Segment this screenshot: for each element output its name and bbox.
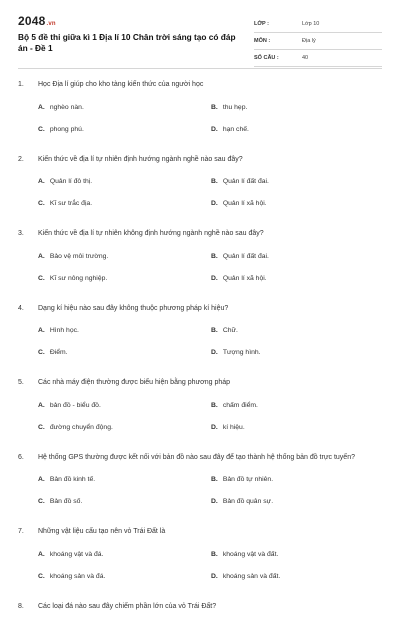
answer-options (38, 544, 382, 588)
option-letter: B. (211, 550, 218, 558)
question-heading (18, 527, 382, 538)
option-letter: D. (211, 274, 218, 282)
meta-row (254, 16, 382, 33)
answer-option[interactable] (211, 200, 376, 207)
question-number: 6. (18, 453, 24, 461)
answer-options (38, 469, 382, 513)
option-text: nghèo nàn. (49, 103, 84, 111)
question-number: 5. (18, 379, 24, 386)
page-title: Bộ 5 đề thi giữa kì 1 Địa lí 10 Chân trời sáng tạo có đáp án - Đề 1 (18, 32, 236, 53)
question-text: Hệ thống GPS thường được kết nối với bản đồ nào sau đây để tạo thành hệ thống bản đồ trực tuyến? (38, 453, 355, 461)
option-letter: C. (38, 125, 45, 133)
logo-text: 2048 (18, 14, 46, 28)
header-divider (18, 68, 382, 69)
meta-value: Lớp 10 (302, 21, 320, 27)
question-text: Dạng kí hiệu nào sau đây không thuộc phương pháp kí hiệu? (38, 304, 229, 312)
meta-label: MÔN : (254, 38, 271, 44)
question-heading (18, 453, 382, 464)
answer-option[interactable] (211, 402, 376, 409)
option-letter: D. (211, 423, 218, 431)
option-letter: B. (211, 401, 218, 409)
answer-option[interactable] (38, 327, 203, 334)
option-text: Kĩ sư trắc địa. (49, 200, 93, 207)
answer-option[interactable] (211, 126, 376, 133)
question-number: 8. (18, 602, 24, 610)
answer-option[interactable] (38, 498, 203, 505)
answer-option[interactable] (211, 178, 376, 185)
answer-option[interactable] (211, 573, 376, 580)
option-letter: B. (211, 327, 218, 334)
answer-options (38, 246, 382, 290)
exam-meta (254, 16, 382, 67)
option-letter: D. (211, 349, 218, 356)
option-text: khoáng vật và đá. (49, 550, 104, 558)
question-heading (18, 155, 382, 166)
answer-option[interactable] (38, 104, 203, 111)
answer-option[interactable] (38, 178, 203, 185)
option-text: khoáng sản và đất. (222, 572, 281, 580)
answer-option[interactable] (38, 424, 203, 431)
option-letter: A. (38, 327, 45, 334)
option-text: Kĩ sư nông nghiệp. (49, 274, 108, 282)
answer-option[interactable] (38, 551, 203, 558)
meta-value: 40 (302, 55, 309, 61)
option-letter: A. (38, 178, 45, 185)
answer-options (38, 171, 382, 215)
answer-option[interactable] (211, 498, 376, 505)
question-number: 3. (18, 230, 24, 237)
option-text: Quản lí đất đai. (222, 252, 269, 260)
answer-option[interactable] (38, 200, 203, 207)
option-letter: B. (211, 178, 218, 185)
question-number: 2. (18, 155, 24, 163)
answer-option[interactable] (211, 424, 376, 431)
logo-suffix: .vn (46, 21, 56, 27)
question-number: 1. (18, 81, 24, 88)
answer-option[interactable] (38, 126, 203, 133)
question-text: Những vật liệu cấu tạo nên vỏ Trái Đất là (38, 528, 166, 535)
option-text: đường chuyển động. (49, 423, 113, 431)
option-letter: B. (211, 476, 218, 483)
answer-options (38, 97, 382, 141)
option-letter: C. (38, 274, 45, 282)
option-letter: A. (38, 252, 45, 260)
meta-row (254, 33, 382, 50)
option-letter: A. (38, 103, 45, 111)
question-item (18, 602, 382, 613)
option-letter: B. (211, 103, 218, 111)
option-text: Quản lí đô thị. (49, 178, 93, 185)
question-heading (18, 304, 382, 315)
option-text: Quản lí xã hội. (222, 274, 267, 282)
question-text: Kiến thức về địa lí tự nhiên không định hướng ngành nghề nào sau đây? (38, 230, 264, 237)
option-text: Quản lí xã hội. (222, 200, 267, 207)
option-text: Bản đồ quân sự. (222, 498, 274, 505)
option-text: Bản đồ tự nhiên. (222, 476, 274, 483)
answer-option[interactable] (211, 476, 376, 483)
option-letter: C. (38, 572, 45, 580)
option-letter: C. (38, 349, 45, 356)
option-letter: C. (38, 498, 45, 505)
option-letter: D. (211, 572, 218, 580)
option-text: kí hiệu. (222, 423, 245, 431)
question-item (18, 453, 382, 514)
answer-option[interactable] (38, 275, 203, 282)
answer-option[interactable] (38, 402, 203, 409)
option-text: Chữ. (222, 327, 238, 334)
option-text: Tượng hình. (222, 349, 261, 356)
answer-option[interactable] (38, 573, 203, 580)
answer-option[interactable] (211, 349, 376, 356)
option-letter: D. (211, 125, 218, 133)
meta-label: LỚP : (254, 21, 269, 27)
option-text: khoáng vật và đất. (222, 550, 279, 558)
option-text: hạn chế. (222, 125, 249, 133)
answer-option[interactable] (211, 253, 376, 260)
option-text: Hình học. (49, 327, 79, 334)
question-number: 4. (18, 304, 24, 312)
option-letter: C. (38, 423, 45, 431)
option-text: Bản đồ số. (49, 498, 83, 505)
question-text: Kiến thức về địa lí tự nhiên định hướng ngành nghề nào sau đây? (38, 155, 243, 163)
question-item (18, 378, 382, 439)
answer-option[interactable] (38, 349, 203, 356)
question-item (18, 527, 382, 588)
option-text: khoáng sản và đá. (49, 572, 106, 580)
answer-option[interactable] (211, 551, 376, 558)
page-header (18, 12, 382, 64)
meta-row (254, 50, 382, 67)
site-logo[interactable] (18, 14, 56, 28)
option-text: Bản đồ kinh tế. (49, 476, 96, 483)
option-letter: D. (211, 498, 218, 505)
question-item (18, 80, 382, 141)
answer-option[interactable] (211, 104, 376, 111)
option-text: thu hẹp. (222, 103, 248, 111)
option-letter: A. (38, 476, 45, 483)
option-letter: C. (38, 200, 45, 207)
question-item (18, 155, 382, 216)
option-letter: D. (211, 200, 218, 207)
option-text: chấm điểm. (222, 401, 258, 409)
option-text: bản đồ - biểu đồ. (49, 401, 101, 409)
question-text: Các nhà máy điện thường được biểu hiện bằng phương pháp (38, 379, 231, 386)
answer-options (38, 395, 382, 439)
question-number: 7. (18, 528, 24, 535)
question-heading (18, 80, 382, 91)
answer-options (38, 320, 382, 364)
question-heading (18, 602, 382, 613)
question-list (18, 80, 382, 626)
meta-value: Địa lý (302, 38, 316, 44)
question-text: Các loại đá nào sau đây chiếm phần lớn của vỏ Trái Đất? (38, 602, 217, 610)
option-text: Quản lí đất đai. (222, 178, 269, 185)
question-text: Học Địa lí giúp cho kho tàng kiến thức của người học (38, 81, 204, 88)
option-text: Bảo vệ môi trường. (49, 252, 109, 260)
option-text: Điểm. (49, 349, 68, 356)
question-item (18, 229, 382, 290)
answer-option[interactable] (211, 327, 376, 334)
question-heading (18, 378, 382, 389)
option-letter: A. (38, 550, 45, 558)
meta-label: SỐ CÂU : (254, 55, 279, 61)
answer-option[interactable] (211, 275, 376, 282)
question-item (18, 304, 382, 365)
answer-option[interactable] (38, 476, 203, 483)
question-heading (18, 229, 382, 240)
answer-option[interactable] (38, 253, 203, 260)
option-letter: A. (38, 401, 45, 409)
option-text: phong phú. (49, 125, 84, 133)
option-letter: B. (211, 252, 218, 260)
